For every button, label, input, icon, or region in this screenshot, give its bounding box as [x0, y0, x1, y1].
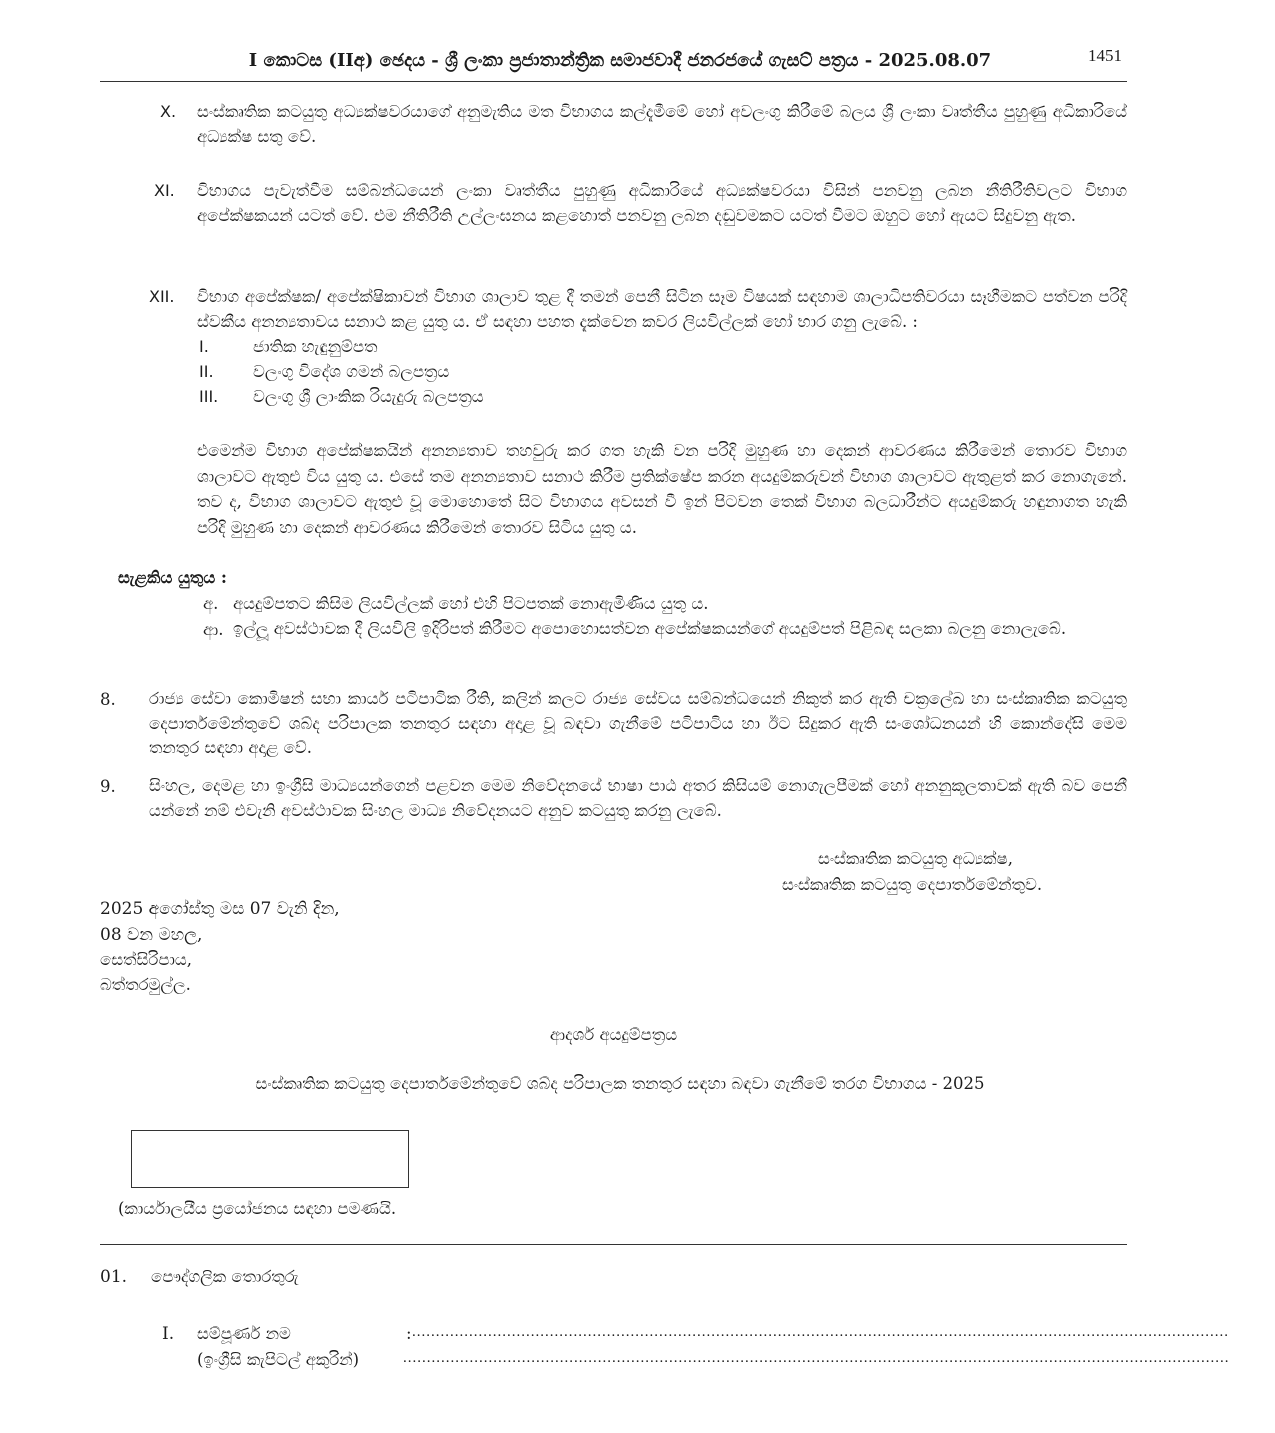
- item-xii-number: XII.: [149, 287, 175, 306]
- id-doc-2-number: II.: [199, 362, 214, 381]
- signature-line-1: සංස්කෘතික කටයුතු අධ්‍යක්ෂ,: [818, 849, 1013, 868]
- office-use-label: (කාර්යාලයීය ප්‍රයෝජනය සඳහා පමණයි.: [118, 1199, 397, 1218]
- notes-heading: සැළකිය යුතුය :: [118, 568, 228, 587]
- item-x-text: සංස්කෘතික කටයුතු අධ්‍යක්ෂවරයාගේ අනුමැතිය මත විභාගය කල්දැමීමේ හෝ අවලංගු කිරීමේ බලය ශ්‍රී ලංකා වෘත්තීය පුහුණු අධිකාරියේ අධ්‍යක්ෂ සතු වේ.: [197, 102, 1127, 146]
- note-b-text-content: ඉල්ලූ අවස්ථාවක දී ලියවිලි ඉදිරිපත් කිරීමට අපොහොසත්වන අපේක්ෂකයන්ගේ අයදුම්පත් පිළිබඳ සලකා බලනු නොලැබේ.: [233, 619, 1067, 638]
- full-name-input-line[interactable]: ............................................................................................................................................................................: [412, 1324, 1229, 1340]
- address-line-4: බත්තරමුල්ල.: [100, 975, 191, 994]
- full-name-label: සම්පූර්ණ නම: [197, 1324, 291, 1343]
- address-line-3: සෙත්සිරිපාය,: [100, 950, 193, 969]
- capital-letters-label: (ඉංග්‍රීසි කැපිටල් අකුරින්): [197, 1350, 360, 1369]
- section-9-number: 9.: [100, 777, 116, 796]
- address-line-1: 2025 අගෝස්තු මස 07 වැනි දින,: [100, 899, 340, 919]
- note-b-text: [233, 617, 1127, 642]
- field-number: I.: [162, 1324, 175, 1344]
- note-a-text: අයදුම්පතට කිසිම ලියවිල්ලක් හෝ එහි පිටපතක් නොඇමිණිය යුතු ය.: [233, 594, 709, 613]
- form-separator-rule: [100, 1244, 1127, 1245]
- office-use-box[interactable]: [131, 1130, 409, 1188]
- section-8-number: 8.: [100, 690, 116, 709]
- address-line-2: 08 වන මහල,: [100, 925, 203, 945]
- form-section-number: 01.: [100, 1267, 128, 1287]
- item-x-number: X.: [160, 102, 177, 121]
- id-doc-3-number: III.: [199, 387, 219, 406]
- full-name-colon: :: [406, 1324, 412, 1343]
- gazette-header-title: I කොටස (IIඅ) ඡෙදය - ශ්‍රී ලංකා ප්‍රජාතාන්ත්‍රික සමාජවාදී ජනරජයේ ගැසට් පත්‍රය - 2025.08.07: [248, 50, 992, 71]
- item-xii-text: විභාග අපේක්ෂක/ අපේක්ෂිකාවන් විභාග ශාලාව තුළ දී තමන් පෙනී සිටින සෑම විෂයක් සඳහාම ශාලාධිපතිවරයා සෑහීමකට පත්වන පරිදි ස්වකීය අනන්‍යතාවය සනාථ කළ යුතු ය. ඒ සඳහා පහත දැක්වෙන කවර ලියවිල්ලක් හෝ භාර ගනු ලැබේ. :: [197, 287, 1127, 331]
- section-8-text: රාජ්‍ය සේවා කොමිෂන් සභා කාර්ය පටිපාටික රීති, කලින් කලට රාජ්‍ය සේවය සම්බන්ධයෙන් නිකුත් කර ඇති චක්‍රලේඛ හා සංස්කෘතික කටයුතු දෙපාර්තමේන්තුවේ ශබ්ද පරිපාලක තනතුර සඳහා අදාළ වූ බඳවා ගැනීමේ පටිපාටිය හා ඊට සිදුකර ඇති සංශෝධනයන් හි කොන්දේසි මෙම තනතුර සඳහා අදාළ වේ.: [149, 689, 1127, 757]
- form-subtitle: සංස්කෘතික කටයුතු දෙපාර්තමේන්තුවේ ශබ්ද පරිපාලක තනතුර සඳහා බඳවා ගැනීමේ තරග විභාගය - 2025: [255, 1074, 985, 1093]
- form-title: ආදර්ශ අයදුම්පත්‍රය: [549, 1025, 678, 1044]
- item-xi-number: XI.: [154, 181, 175, 200]
- item-xi-text: විභාගය පැවැත්වීම සම්බන්ධයෙන් ලංකා වෘත්තීය පුහුණු අධිකාරියේ අධ්‍යක්ෂවරයා විසින් පනවනු ලබන නීතිරීතිවලට විභාග අපේක්ෂකයන් යටත් වේ. එම නීතිරීති උල්ලංඝනය කළහොත් පනවනු ලබන දඬුවමකට යටත් වීමට ඔහුට හෝ ඇයට සිදුවනු ඇත.: [197, 181, 1127, 225]
- section-9-text: සිංහල, දෙමළ හා ඉංග්‍රීසි මාධ්‍යයන්ගෙන් පළවන මෙම නිවේදනයේ භාෂා පාඨ අතර කිසියම් නොගැලපීමක් හෝ අනනුකූලතාවක් ඇති බව පෙනී යන්නේ නම් එවැනි අවස්ථාවක සිංහල මාධ්‍ය නිවේදනයට අනුව කටයුතු කරනු ලැබේ.: [149, 776, 1127, 820]
- id-doc-3-text: වලංගු ශ්‍රී ලාංකික රියැදුරු බලපත්‍රය: [253, 387, 484, 406]
- id-doc-1-text: ජාතික හැඳුනුම්පත: [253, 337, 378, 356]
- note-b-mark: ආ.: [203, 620, 224, 639]
- identity-paragraph: එමෙන්ම විභාග අපේක්ෂකයින් අනන්‍යතාව තහවුරු කර ගත හැකි වන පරිදි මුහුණ හා දෙකන් ආවරණය කිරීමෙන් තොරව විභාග ශාලාවට ඇතුළු විය යුතු ය. එසේ තම අනන්‍යතාව සනාථ කිරීම ප්‍රතික්ෂේප කරන අයදුම්කරුවන් විභාග ශාලාවට ඇතුළත් කර නොගැනේ. තව ද, විභාග ශාලාවට ඇතුළු වූ මොහොතේ සිට විභාගය අවසන් වී ඉන් පිටවන තෙක් විභාග බලධාරීන්ට අයදුම්කරු හඳුනාගත හැකි පරිදි මුහුණ හා දෙකන් ආවරණය කිරීමෙන් තොරව සිටිය යුතු ය.: [197, 441, 1127, 537]
- id-doc-1-number: I.: [199, 337, 209, 356]
- id-doc-2-text: වලංගු විදේශ ගමන් බලපත්‍රය: [253, 362, 450, 381]
- note-a-mark: අ.: [203, 594, 219, 613]
- english-name-input-line[interactable]: ..............................................................................................................................................................................: [403, 1350, 1230, 1366]
- header-rule: [100, 81, 1127, 82]
- page-number: 1451: [1088, 46, 1122, 65]
- form-section-title: පෞද්ගලික තොරතුරු: [151, 1267, 299, 1286]
- signature-line-2: සංස්කෘතික කටයුතු දෙපාර්තමේන්තුව.: [782, 875, 1043, 894]
